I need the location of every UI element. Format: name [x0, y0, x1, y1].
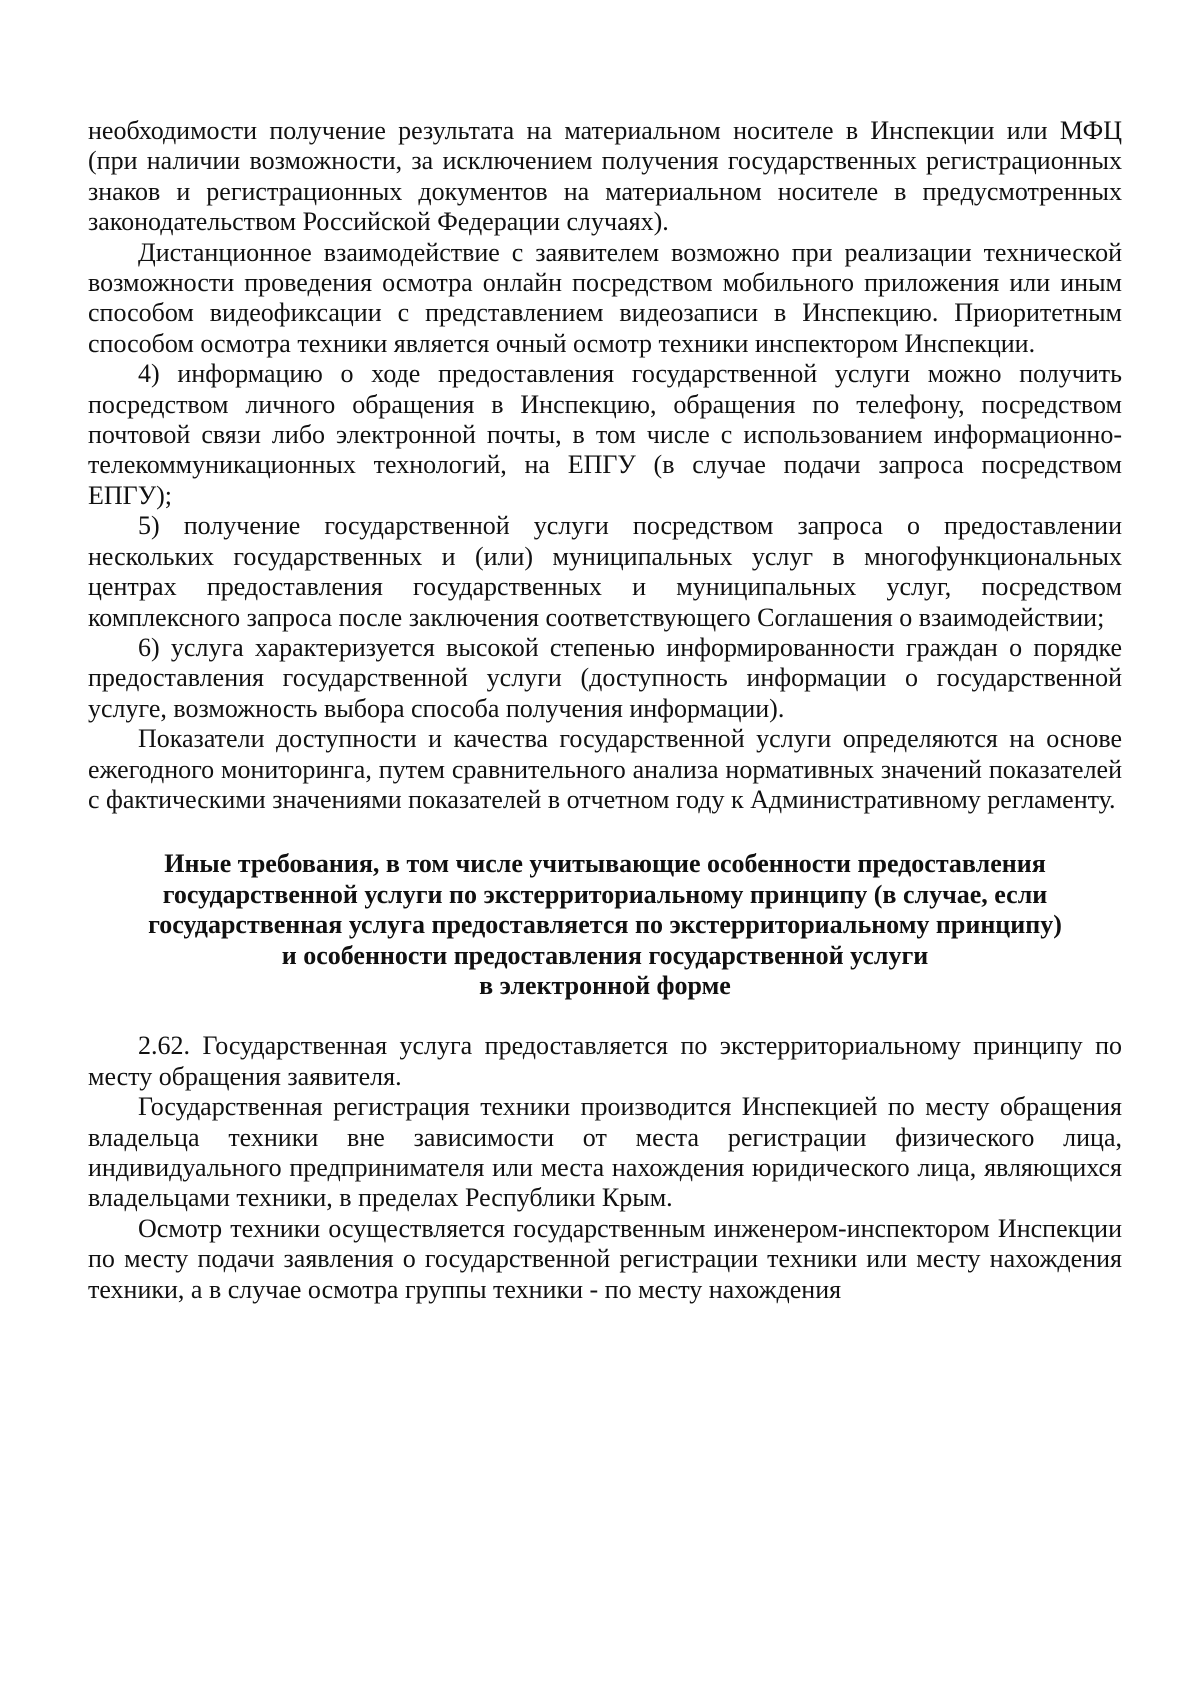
heading-line: государственная услуга предоставляется по экстерриториальному принципу) — [148, 910, 1062, 940]
heading-line: государственной услуги по экстерриториальному принципу (в случае, если — [162, 879, 1048, 909]
paragraph-item-5: 5) получение государственной услуги посредством запроса о предоставлении нескольких государственных и (или) муниципальных услуг в многофункциональных центрах предоставления государственных и муниципальных услуг, посредством комплексного запроса после заключения соответствующего Соглашения о взаимодействии; — [88, 511, 1122, 632]
paragraph-item-4: 4) информацию о ходе предоставления государственной услуги можно получить посредством личного обращения в Инспекцию, обращения по телефону, посредством почтовой связи либо электронной почты, в том числе с использованием информационно-телекоммуникационных технологий, на ЕПГУ (в случае подачи запроса посредством ЕПГУ); — [88, 359, 1122, 510]
heading-spacer — [88, 1001, 1122, 1031]
paragraph-continuation: необходимости получение результата на материальном носителе в Инспекции или МФЦ (при наличии возможности, за исключением получения государственных регистрационных знаков и регистрационных документов на материальном носителе в предусмотренных законодательством Российской Федерации случаях). — [88, 116, 1122, 237]
paragraph-item-6: 6) услуга характеризуется высокой степенью информированности граждан о порядке предоставления государственной услуги (доступность информации о государственной услуге, возможность выбора способа получения информации). — [88, 632, 1122, 723]
heading-line: в электронной форме — [479, 970, 731, 1000]
paragraph-registration: Государственная регистрация техники производится Инспекцией по месту обращения владельца техники вне зависимости от места регистрации физического лица, индивидуального предпринимателя или места нахождения юридического лица, являющихся владельцами техники, в пределах Республики Крым. — [88, 1092, 1122, 1213]
section-heading — [88, 849, 1122, 1001]
heading-line: и особенности предоставления государственной услуги — [281, 940, 929, 970]
section-spacer — [88, 815, 1122, 849]
heading-line: Иные требования, в том числе учитывающие особенности предоставления — [164, 849, 1046, 879]
paragraph-remote-interaction: Дистанционное взаимодействие с заявителем возможно при реализации технической возможности проведения осмотра онлайн посредством мобильного приложения или иным способом видеофиксации с представлением видеозаписи в Инспекцию. Приоритетным способом осмотра техники является очный осмотр техники инспектором Инспекции. — [88, 237, 1122, 358]
paragraph-inspection: Осмотр техники осуществляется государственным инженером-инспектором Инспекции по месту подачи заявления о государственной регистрации техники или месту нахождения техники, а в случае осмотра группы техники - по месту нахождения — [88, 1213, 1122, 1304]
paragraph-2-62: 2.62. Государственная услуга предоставляется по экстерриториальному принципу по месту обращения заявителя. — [88, 1031, 1122, 1091]
paragraph-indicators: Показатели доступности и качества государственной услуги определяются на основе ежегодного мониторинга, путем сравнительного анализа нормативных значений показателей с фактическими значениями показателей в отчетном году к Административному регламенту. — [88, 724, 1122, 814]
